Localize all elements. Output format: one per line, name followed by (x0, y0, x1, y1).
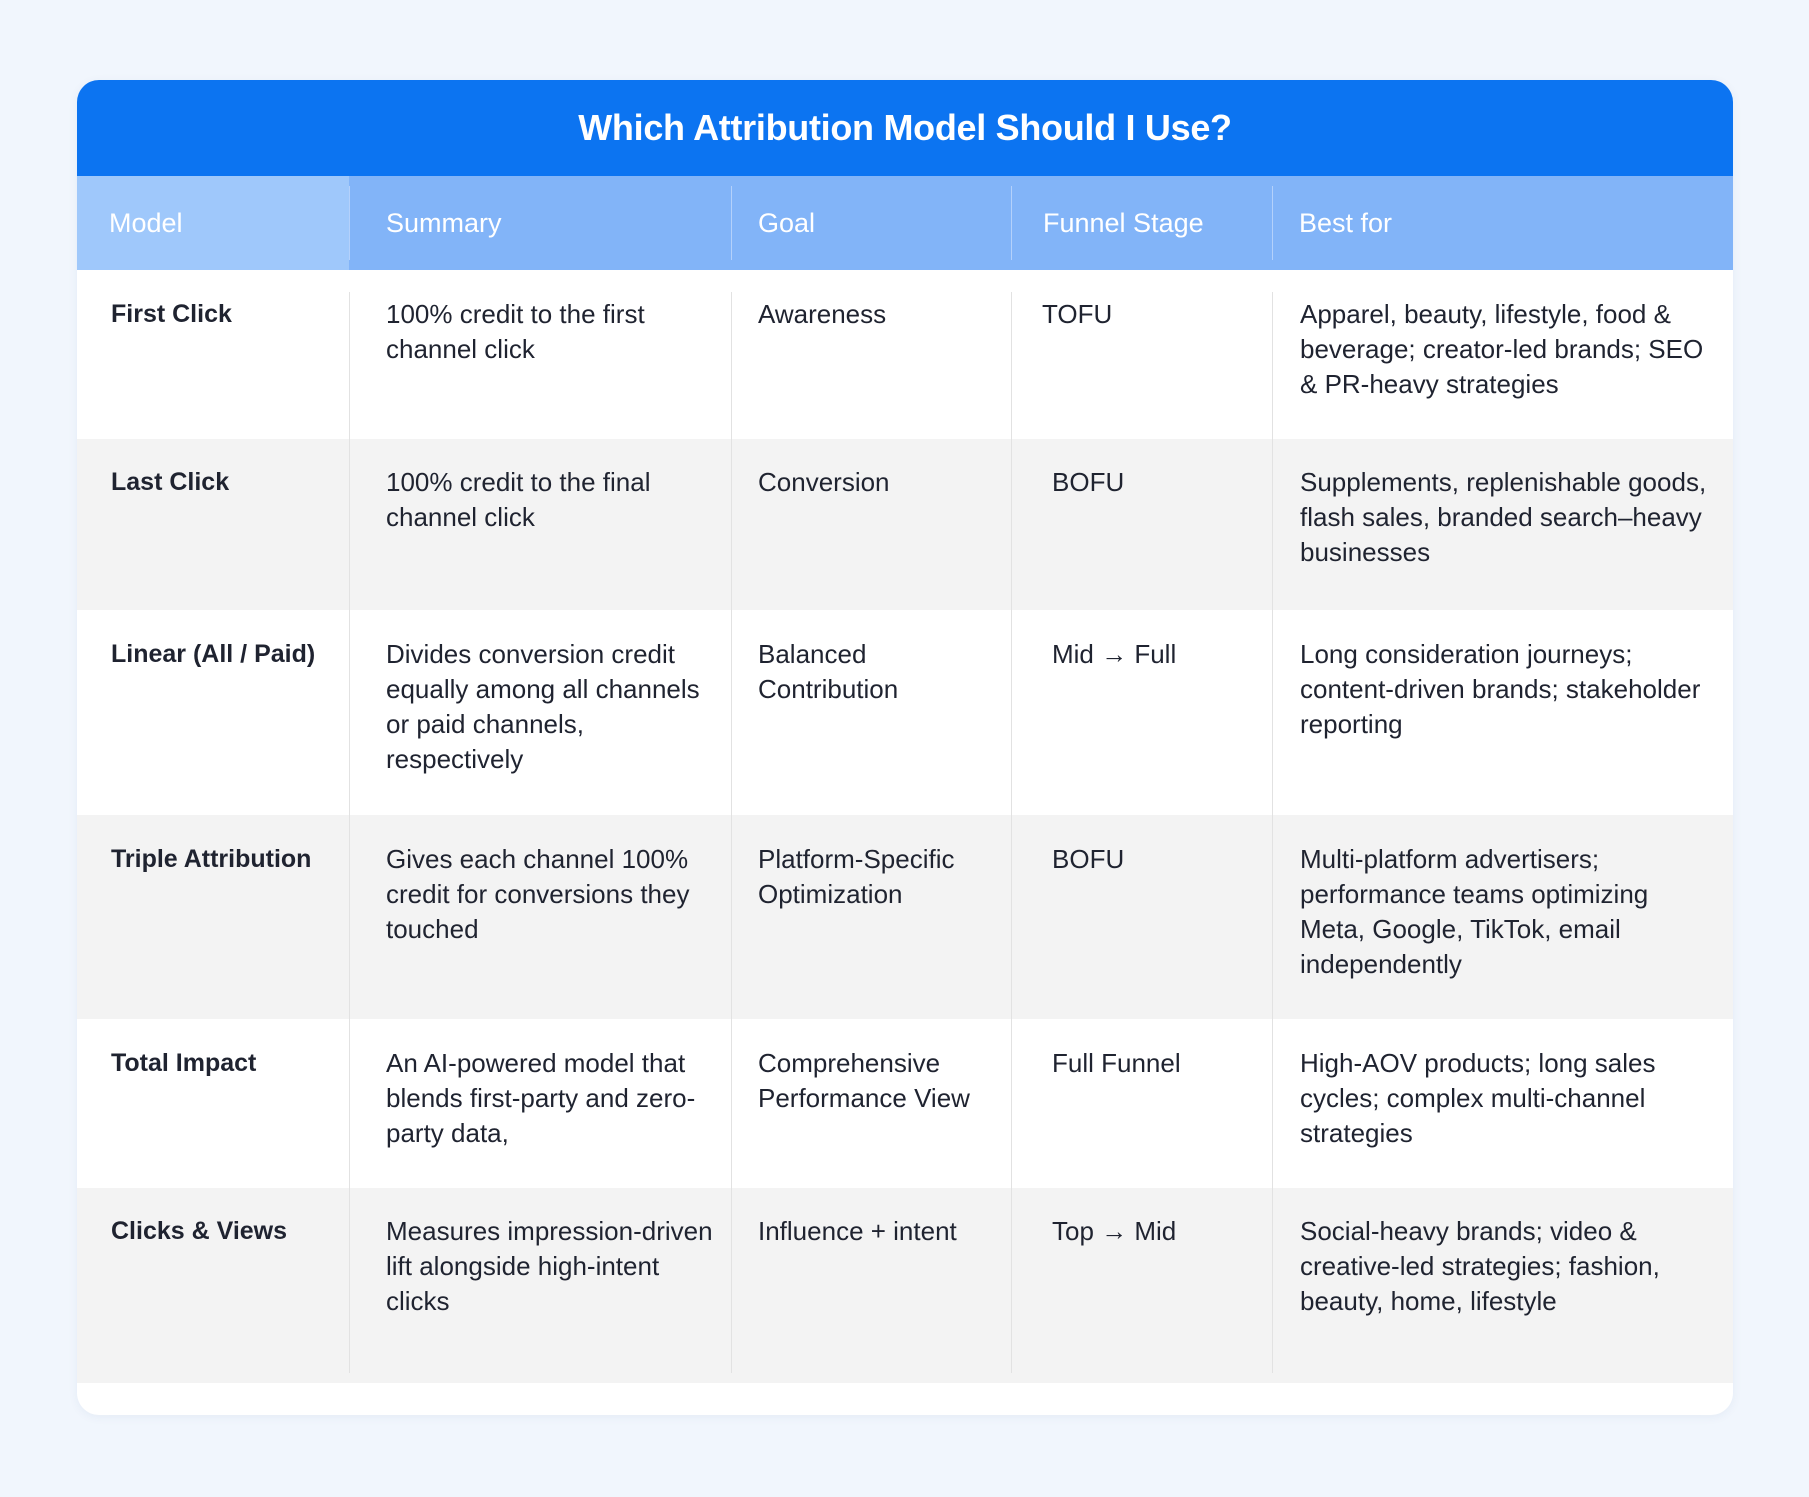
cell-best-for: Supplements, replenishable goods, flash sales, branded search–heavy businesses (1272, 439, 1733, 610)
cell-model: Total Impact (111, 1049, 257, 1077)
header-best-for: Best for (1272, 176, 1733, 270)
cell-funnel-stage: BOFU (1011, 815, 1272, 1019)
table-row (77, 270, 1733, 439)
cell-model: Linear (All / Paid) (111, 640, 316, 668)
cell-summary: Gives each channel 100% credit for conversions they touched (349, 815, 731, 1019)
cell-funnel-stage: BOFU (1011, 439, 1272, 610)
cell-summary: Measures impression-driven lift alongside high-intent clicks (349, 1188, 731, 1383)
cell-summary: An AI-powered model that blends first-party and zero-party data, (349, 1019, 731, 1188)
table-row (77, 610, 1733, 815)
cell-funnel-stage: TOFU (1011, 270, 1272, 439)
cell-goal: Platform-Specific Optimization (731, 815, 1011, 1019)
header-goal: Goal (731, 176, 1011, 270)
title-bar (77, 80, 1733, 176)
cell-model: Triple Attribution (111, 845, 312, 873)
cell-goal: Influence + intent (731, 1188, 1011, 1383)
header-summary: Summary (349, 176, 731, 270)
cell-summary: 100% credit to the final channel click (349, 439, 731, 610)
cell-summary: Divides conversion credit equally among all channels or paid channels, respectively (349, 610, 731, 815)
table-header (77, 176, 1733, 270)
cell-best-for: Apparel, beauty, lifestyle, food & beverage; creator-led brands; SEO & PR-heavy strategies (1272, 270, 1733, 439)
cell-funnel-stage: Top → Mid (1011, 1188, 1272, 1383)
cell-funnel-stage: Mid → Full (1011, 610, 1272, 815)
cell-best-for: Multi-platform advertisers; performance teams optimizing Meta, Google, TikTok, email independently (1272, 815, 1733, 1019)
cell-best-for: Social-heavy brands; video & creative-led strategies; fashion, beauty, home, lifestyle (1272, 1188, 1733, 1383)
cell-goal: Awareness (731, 270, 1011, 439)
cell-model: First Click (111, 300, 232, 328)
table-row (77, 1188, 1733, 1383)
cell-summary: 100% credit to the first channel click (349, 270, 731, 439)
cell-best-for: High-AOV products; long sales cycles; complex multi-channel strategies (1272, 1019, 1733, 1188)
header-funnel-stage: Funnel Stage (1011, 176, 1272, 270)
cell-best-for: Long consideration journeys; content-driven brands; stakeholder reporting (1272, 610, 1733, 815)
cell-model: Clicks & Views (111, 1217, 288, 1245)
cell-goal: Comprehensive Performance View (731, 1019, 1011, 1188)
table-row (77, 1019, 1733, 1188)
cell-goal: Balanced Contribution (731, 610, 1011, 815)
table-row (77, 815, 1733, 1019)
table-body (77, 270, 1733, 1383)
attribution-table-card (77, 80, 1733, 1415)
table-row (77, 439, 1733, 610)
cell-model: Last Click (111, 468, 230, 496)
header-model: Model (77, 176, 349, 270)
cell-funnel-stage: Full Funnel (1011, 1019, 1272, 1188)
cell-goal: Conversion (731, 439, 1011, 610)
page-title: Which Attribution Model Should I Use? (578, 107, 1232, 148)
